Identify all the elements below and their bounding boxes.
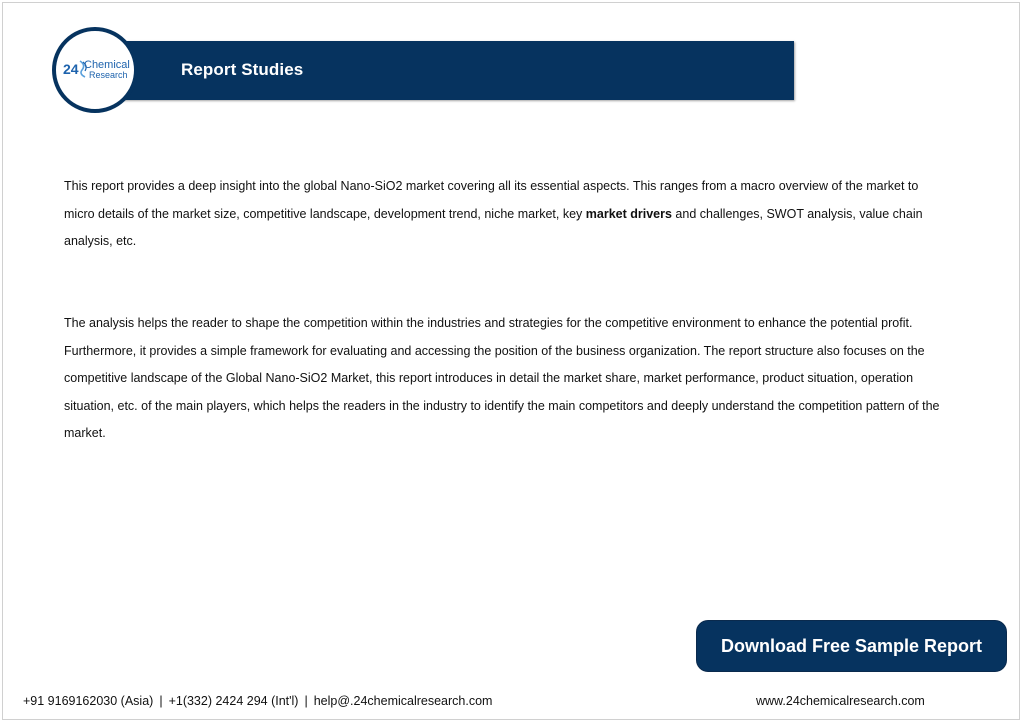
footer-contact — [23, 694, 492, 708]
company-logo[interactable] — [52, 27, 138, 113]
phone-asia[interactable]: +91 9169162030 (Asia) — [23, 694, 154, 708]
analysis-paragraph: The analysis helps the reader to shape the competition within the industries and strategies for the competitive environment to enhance the potential profit. Furthermore, it provides a simple framework for evaluating and accessing the position of the business organization. The report structure also focuses on the competitive landscape of the Global Nano-SiO2 Market, this report introduces in detail the market share, market performance, product situation, operation situation, etc. of the main players, which helps the readers in the industry to identify the main competitors and deeply understand the competition pattern of the market. — [64, 316, 940, 440]
intro-paragraph — [64, 173, 944, 256]
logo-text-chemical: Chemical — [84, 59, 130, 71]
logo-text-research: Research — [89, 70, 128, 80]
website-link[interactable]: www.24chemicalresearch.com — [756, 694, 925, 708]
download-sample-report-button[interactable]: Download Free Sample Report — [696, 620, 1007, 672]
logo-mark — [62, 59, 132, 83]
phone-intl[interactable]: +1(332) 2424 294 (Int'l) — [168, 694, 299, 708]
footer-separator: | — [159, 694, 163, 708]
logo-number: 24 — [63, 61, 79, 77]
intro-text-end: and challenges, SWOT analysis, value chain analysis, etc. — [64, 206, 923, 248]
footer-separator: | — [304, 694, 308, 708]
intro-text-start: This report provides a deep insight into the global Nano-SiO2 market covering all its essential aspects. This ranges from a macro overview of the market to micro details of the market size, competitive landscape, development trend, niche market, key — [64, 179, 919, 221]
page-title: Report Studies — [181, 60, 304, 79]
contact-email-link[interactable]: help@.24chemicalresearch.com — [313, 694, 493, 708]
market-drivers-highlight: market drivers — [585, 206, 672, 221]
